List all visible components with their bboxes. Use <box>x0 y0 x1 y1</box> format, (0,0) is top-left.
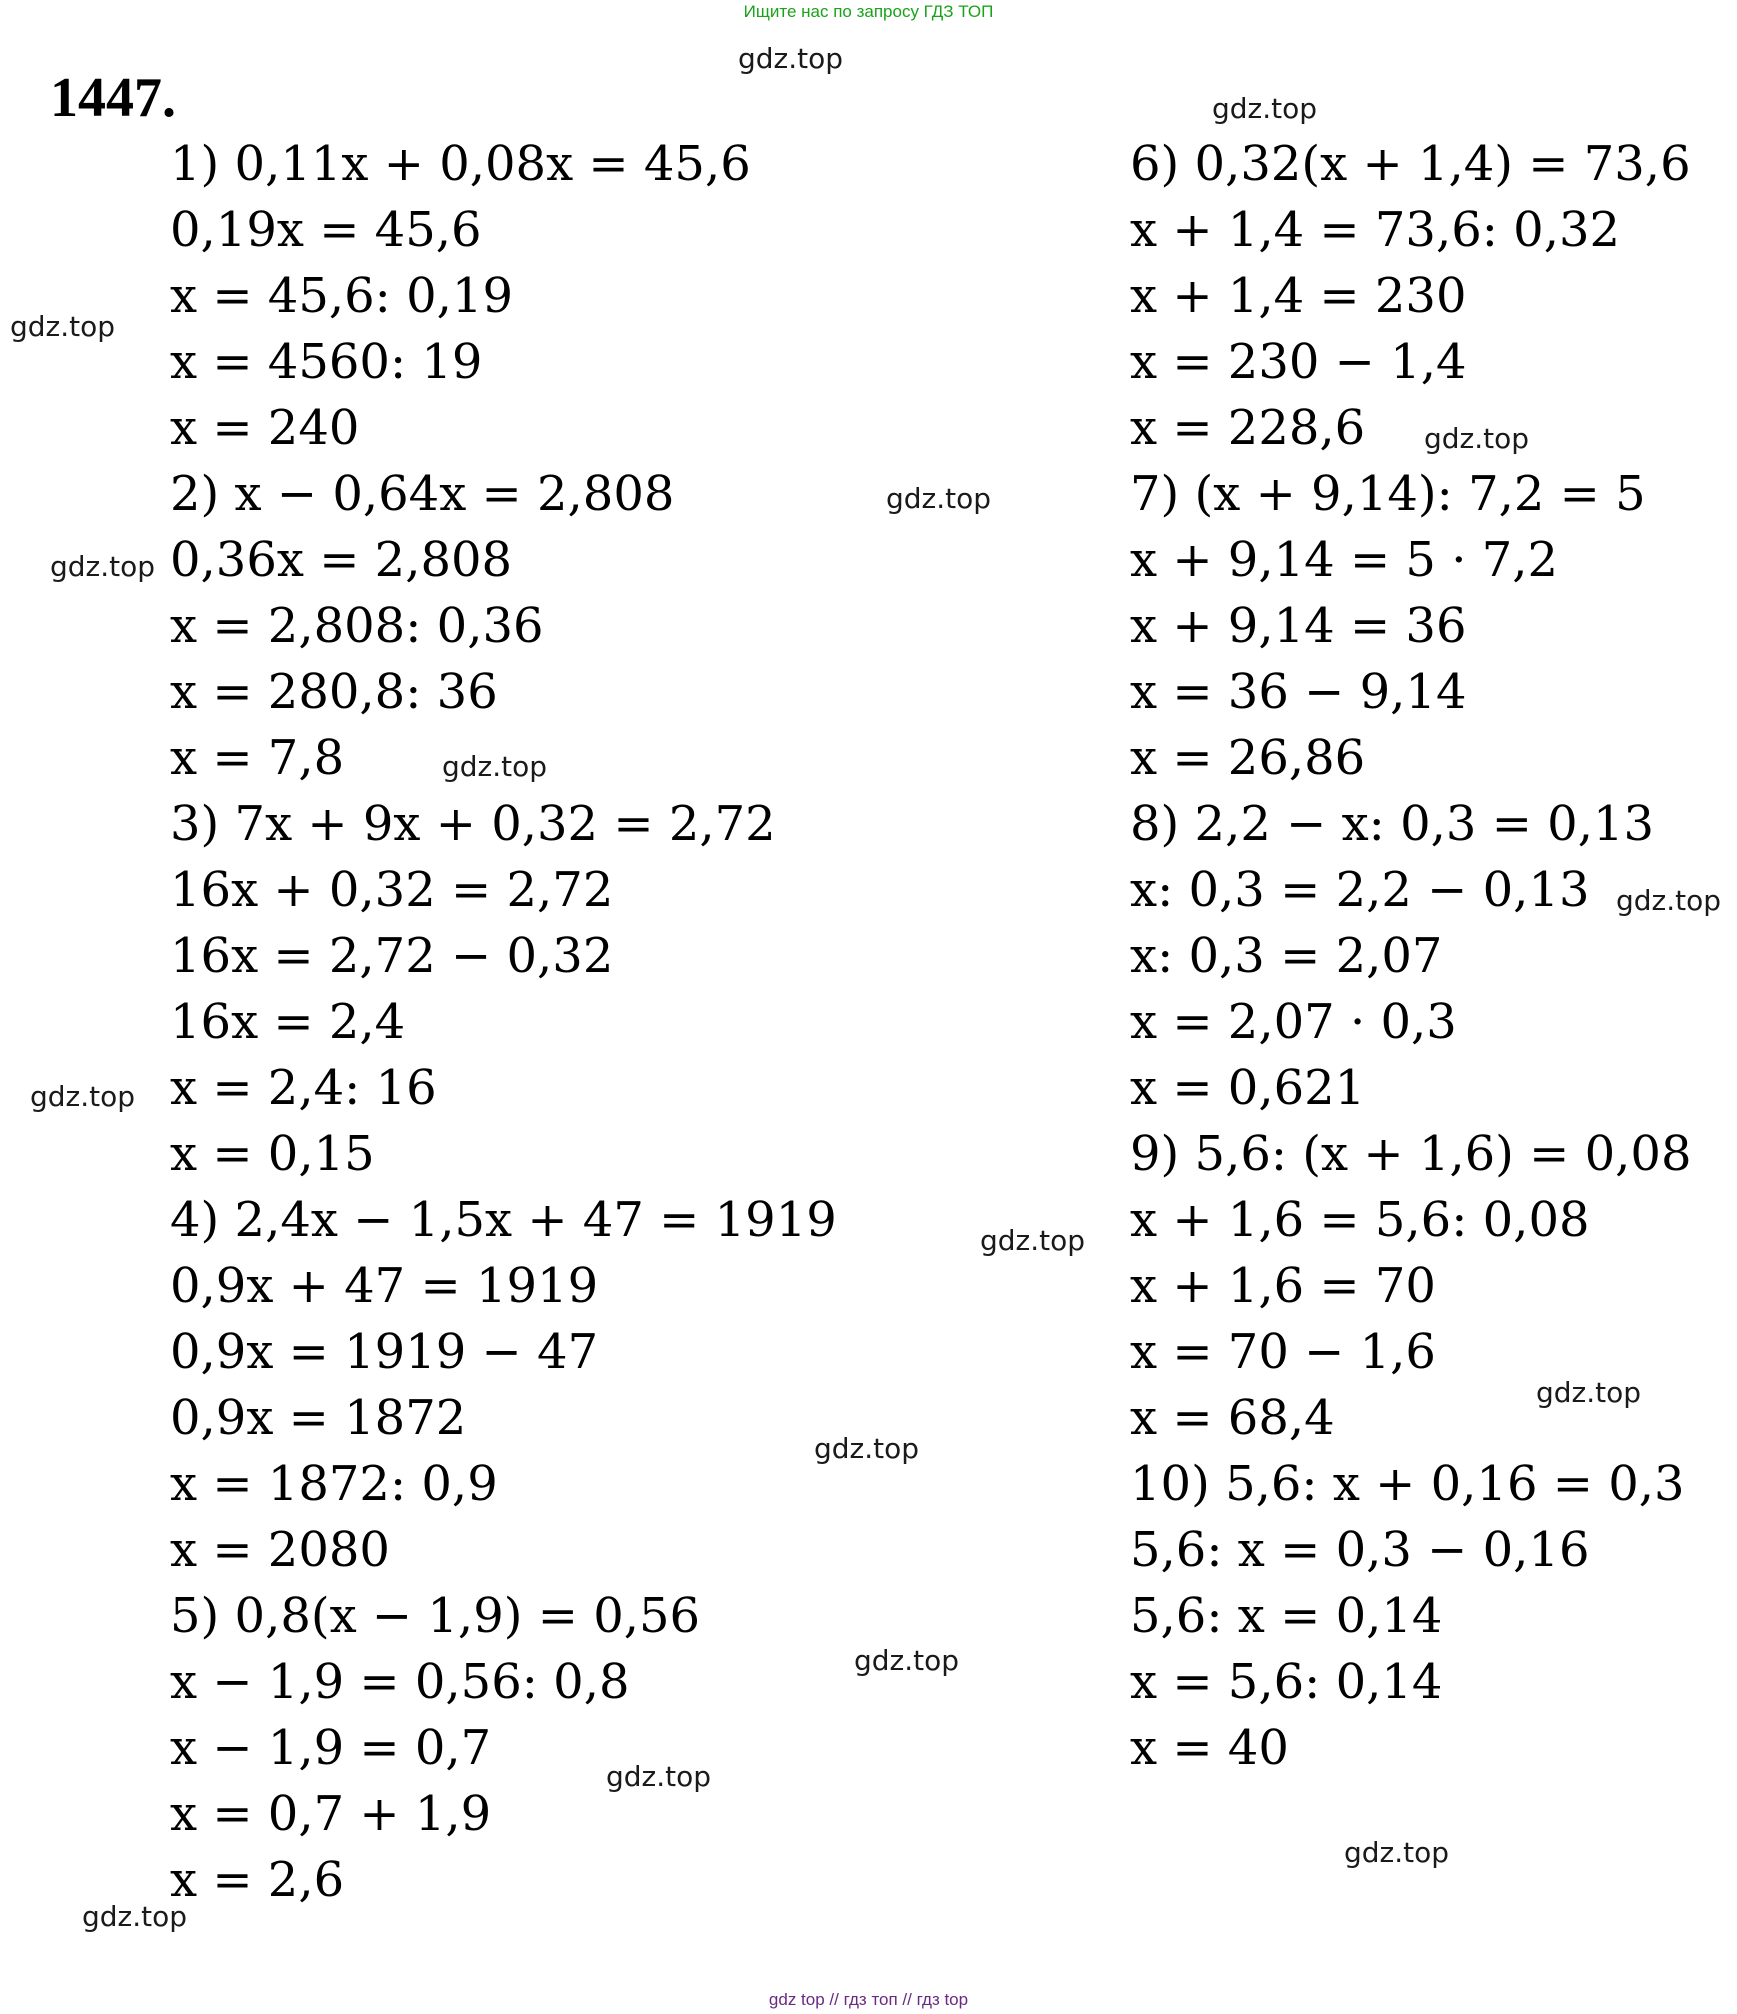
equation-line: 9) 5,6: (x + 1,6) = 0,08 <box>1130 1126 1692 1182</box>
equation-line: x = 2,6 <box>170 1852 345 1908</box>
equation-line: 5,6: x = 0,14 <box>1130 1588 1443 1644</box>
equation-line: x = 0,7 + 1,9 <box>170 1786 492 1842</box>
equation-line: x + 9,14 = 5 · 7,2 <box>1130 532 1559 588</box>
equation-line: x = 7,8 <box>170 730 345 786</box>
equation-line: 0,9x = 1919 − 47 <box>170 1324 599 1380</box>
equation-line: 8) 2,2 − x: 0,3 = 0,13 <box>1130 796 1655 852</box>
equation-line: 2) x − 0,64x = 2,808 <box>170 466 675 522</box>
watermark: gdz.top <box>82 1900 188 1933</box>
equation-line: 10) 5,6: x + 0,16 = 0,3 <box>1130 1456 1685 1512</box>
watermark: gdz.top <box>814 1432 920 1465</box>
equation-line: 16x + 0,32 = 2,72 <box>170 862 614 918</box>
equation-line: 0,36x = 2,808 <box>170 532 513 588</box>
top-banner: Ищите нас по запросу ГДЗ ТОП <box>743 2 994 21</box>
problem-number: 1447. <box>50 67 176 129</box>
equation-line: 16x = 2,4 <box>170 994 406 1050</box>
equation-line: x = 0,15 <box>170 1126 375 1182</box>
watermark: gdz.top <box>1424 422 1530 455</box>
equation-line: 6) 0,32(x + 1,4) = 73,6 <box>1130 136 1691 192</box>
equation-line: x + 1,6 = 5,6: 0,08 <box>1130 1192 1590 1248</box>
left-solution-column <box>170 131 837 1913</box>
equation-line: 0,9x = 1872 <box>170 1390 467 1446</box>
equation-line: x = 4560: 19 <box>170 334 483 390</box>
equation-line: x = 36 − 9,14 <box>1130 664 1467 720</box>
equation-line: x = 228,6 <box>1130 400 1366 456</box>
equation-line: x = 240 <box>170 400 360 456</box>
equation-line: 5) 0,8(x − 1,9) = 0,56 <box>170 1588 701 1644</box>
equation-line: x = 45,6: 0,19 <box>170 268 513 324</box>
equation-line: x = 70 − 1,6 <box>1130 1324 1436 1380</box>
equation-line: x + 1,6 = 70 <box>1130 1258 1436 1314</box>
watermark: gdz.top <box>442 750 548 783</box>
watermark: gdz.top <box>854 1644 960 1677</box>
equation-line: x = 0,621 <box>1130 1060 1366 1116</box>
equation-line: 5,6: x = 0,3 − 0,16 <box>1130 1522 1590 1578</box>
equation-line: 4) 2,4x − 1,5x + 47 = 1919 <box>170 1192 837 1248</box>
equation-line: 3) 7x + 9x + 0,32 = 2,72 <box>170 796 776 852</box>
equation-line: 7) (x + 9,14): 7,2 = 5 <box>1130 466 1646 522</box>
equation-line: 1) 0,11x + 0,08x = 45,6 <box>170 136 751 192</box>
equation-line: x: 0,3 = 2,2 − 0,13 <box>1130 862 1590 918</box>
equation-line: 0,19x = 45,6 <box>170 202 482 258</box>
equation-line: x = 230 − 1,4 <box>1130 334 1467 390</box>
watermark: gdz.top <box>30 1080 136 1113</box>
equation-line: x = 2,4: 16 <box>170 1060 437 1116</box>
equation-line: x = 40 <box>1130 1720 1289 1776</box>
equation-line: x = 280,8: 36 <box>170 664 498 720</box>
equation-line: x = 68,4 <box>1130 1390 1335 1446</box>
equation-line: 16x = 2,72 − 0,32 <box>170 928 614 984</box>
watermark: gdz.top <box>10 310 116 343</box>
watermark: gdz.top <box>606 1760 712 1793</box>
equation-line: x = 26,86 <box>1130 730 1366 786</box>
equation-line: x + 9,14 = 36 <box>1130 598 1467 654</box>
equation-line: x + 1,4 = 230 <box>1130 268 1467 324</box>
watermark: gdz.top <box>50 550 156 583</box>
watermark: gdz.top <box>1344 1836 1450 1869</box>
equation-line: x = 5,6: 0,14 <box>1130 1654 1443 1710</box>
watermark: gdz.top <box>1212 92 1318 125</box>
watermark: gdz.top <box>980 1224 1086 1257</box>
watermark: gdz.top <box>738 42 844 75</box>
equation-line: 0,9x + 47 = 1919 <box>170 1258 599 1314</box>
equation-line: x = 2080 <box>170 1522 390 1578</box>
right-solution-column <box>1130 131 1692 1781</box>
watermark: gdz.top <box>1616 884 1722 917</box>
footer: gdz top // гдз топ // гдз top <box>768 1990 969 2009</box>
equation-line: x = 2,808: 0,36 <box>170 598 544 654</box>
watermark: gdz.top <box>886 482 992 515</box>
equation-line: x = 2,07 · 0,3 <box>1130 994 1457 1050</box>
equation-line: x − 1,9 = 0,7 <box>170 1720 492 1776</box>
equation-line: x: 0,3 = 2,07 <box>1130 928 1443 984</box>
equation-line: x − 1,9 = 0,56: 0,8 <box>170 1654 630 1710</box>
watermark: gdz.top <box>1536 1376 1642 1409</box>
equation-line: x = 1872: 0,9 <box>170 1456 498 1512</box>
equation-line: x + 1,4 = 73,6: 0,32 <box>1130 202 1621 258</box>
